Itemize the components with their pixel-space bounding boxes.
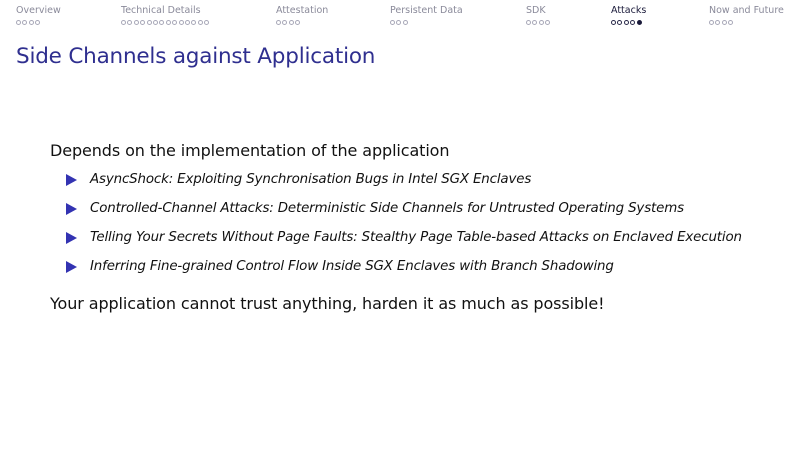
slide-dot-icon[interactable] — [204, 20, 209, 25]
closing-text: Your application cannot trust anything, harden it as much as possible! — [50, 294, 605, 313]
nav-section-label[interactable]: SDK — [526, 5, 546, 16]
nav-section-attacks[interactable] — [611, 5, 646, 26]
slide-dot-icon[interactable] — [276, 20, 281, 25]
slide-dots — [526, 19, 550, 26]
slide-dot-icon[interactable] — [390, 20, 395, 25]
slide-dot-icon[interactable] — [29, 20, 34, 25]
slide-dot-icon[interactable] — [539, 20, 544, 25]
slide-dot-icon[interactable] — [140, 20, 145, 25]
nav-section-label[interactable]: Attestation — [276, 5, 329, 16]
slide-dot-icon[interactable] — [127, 20, 132, 25]
slide-content — [50, 140, 750, 331]
slide-dots — [709, 19, 784, 26]
slide-title: Side Channels against Application — [16, 44, 376, 69]
list-item — [64, 168, 750, 192]
slide-dot-icon[interactable] — [630, 20, 635, 25]
nav-section-label[interactable]: Attacks — [611, 5, 647, 16]
slide-dot-icon[interactable] — [282, 20, 287, 25]
slide-dot-icon[interactable] — [728, 20, 733, 25]
slide-dot-icon[interactable] — [545, 20, 550, 25]
slide-dot-icon[interactable] — [289, 20, 294, 25]
list-item-text: AsyncShock: Exploiting Synchronisation Bugs in Intel SGX Enclaves — [90, 172, 532, 187]
slide-dot-icon[interactable] — [191, 20, 196, 25]
reference-list — [50, 168, 750, 279]
slide-dot-icon[interactable] — [35, 20, 40, 25]
triangle-bullet-icon — [66, 203, 77, 215]
lead-text: Depends on the implementation of the application — [50, 141, 450, 160]
list-item — [64, 226, 750, 250]
nav-section-now-and-future[interactable] — [709, 5, 784, 26]
slide-dot-icon[interactable] — [403, 20, 408, 25]
nav-section-technical-details[interactable] — [121, 5, 209, 26]
list-item-text: Telling Your Secrets Without Page Faults: Stealthy Page Table-based Attacks on Enclaved Execution — [90, 230, 742, 245]
slide-dot-icon[interactable] — [179, 20, 184, 25]
slide-dot-icon[interactable] — [617, 20, 622, 25]
list-item-text: Inferring Fine-grained Control Flow Inside SGX Enclaves with Branch Shadowing — [90, 259, 614, 274]
slide-dots — [611, 19, 646, 26]
slide-dot-icon[interactable] — [153, 20, 158, 25]
section-navigation — [0, 0, 800, 32]
slide-dot-icon[interactable] — [709, 20, 714, 25]
slide-dot-icon[interactable] — [134, 20, 139, 25]
slide-dots — [390, 19, 463, 26]
nav-section-sdk[interactable] — [526, 5, 550, 26]
slide-dot-icon[interactable] — [185, 20, 190, 25]
slide-dot-icon[interactable] — [198, 20, 203, 25]
slide-dot-icon[interactable] — [526, 20, 531, 25]
slide-dot-icon[interactable] — [16, 20, 21, 25]
slide-dot-icon[interactable] — [147, 20, 152, 25]
slide-dot-icon[interactable] — [396, 20, 401, 25]
slide-dot-icon[interactable] — [532, 20, 537, 25]
nav-section-label[interactable]: Overview — [16, 5, 61, 16]
nav-section-attestation[interactable] — [276, 5, 328, 26]
slide-dot-icon[interactable] — [715, 20, 720, 25]
slide-dots — [276, 19, 328, 26]
slide-dot-icon[interactable] — [166, 20, 171, 25]
slide-dot-icon[interactable] — [159, 20, 164, 25]
slide-dots — [121, 19, 209, 26]
triangle-bullet-icon — [66, 232, 77, 244]
slide-dot-icon[interactable] — [172, 20, 177, 25]
nav-section-persistent-data[interactable] — [390, 5, 463, 26]
list-item — [64, 197, 750, 221]
slide-dot-icon[interactable] — [295, 20, 300, 25]
nav-section-label[interactable]: Technical Details — [121, 5, 201, 16]
list-item — [64, 255, 750, 279]
current-slide-dot-icon[interactable] — [637, 20, 642, 25]
list-item-text: Controlled-Channel Attacks: Deterministic Side Channels for Untrusted Operating Systems — [90, 201, 684, 216]
slide-dot-icon[interactable] — [611, 20, 616, 25]
slide-dot-icon[interactable] — [722, 20, 727, 25]
nav-section-overview[interactable] — [16, 5, 61, 26]
slide-dot-icon[interactable] — [624, 20, 629, 25]
triangle-bullet-icon — [66, 261, 77, 273]
slide-dot-icon[interactable] — [121, 20, 126, 25]
nav-section-label[interactable]: Persistent Data — [390, 5, 463, 16]
nav-section-label[interactable]: Now and Future — [709, 5, 784, 16]
slide-dots — [16, 19, 61, 26]
slide-dot-icon[interactable] — [22, 20, 27, 25]
triangle-bullet-icon — [66, 174, 77, 186]
